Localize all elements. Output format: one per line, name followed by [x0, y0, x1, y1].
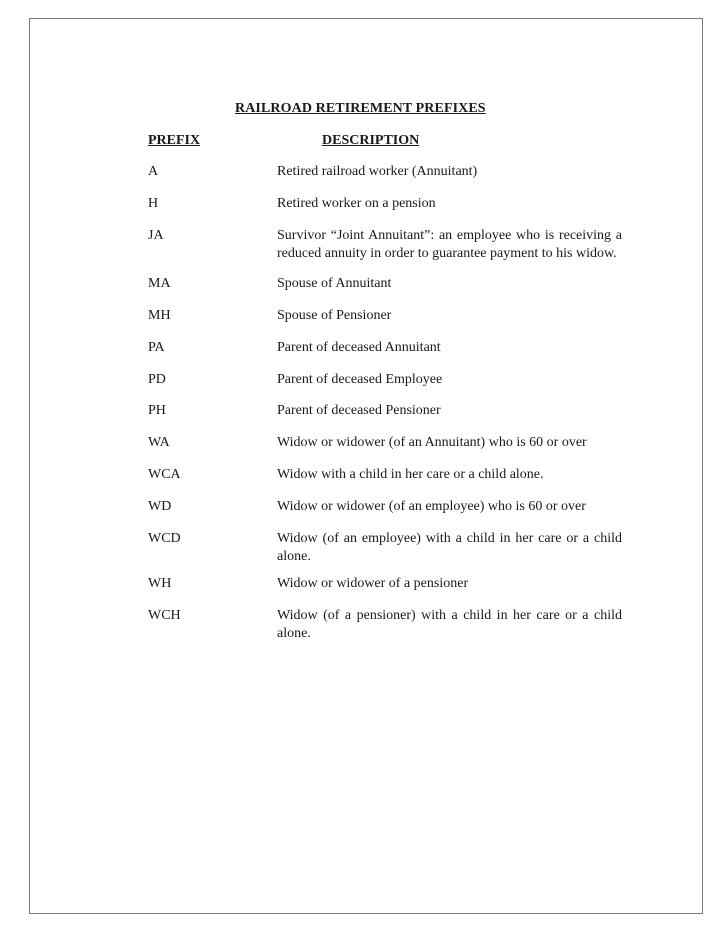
row-description: Survivor “Joint Annuitant”: an employee who is receiving a reduced annuity in order to guarantee payment to his widow.: [277, 228, 622, 261]
row-prefix: JA: [148, 228, 164, 243]
column-header-description: DESCRIPTION: [322, 133, 420, 148]
row-description: Retired worker on a pension: [277, 196, 436, 211]
row-prefix: H: [148, 196, 159, 211]
row-description: Parent of deceased Employee: [277, 372, 443, 387]
row-prefix: PD: [148, 372, 166, 387]
row-prefix: WA: [148, 435, 170, 450]
row-prefix: WD: [148, 499, 172, 514]
row-prefix: A: [148, 164, 159, 179]
row-prefix: MH: [148, 308, 171, 323]
document-title: RAILROAD RETIREMENT PREFIXES: [235, 101, 486, 116]
row-prefix: PH: [148, 403, 166, 418]
row-description: Widow (of a pensioner) with a child in her care or a child alone.: [277, 608, 622, 641]
row-description: Widow with a child in her care or a child alone.: [277, 467, 544, 482]
row-description: Widow or widower of a pensioner: [277, 576, 469, 591]
row-prefix: WCA: [148, 467, 181, 482]
column-header-prefix: PREFIX: [148, 133, 201, 148]
row-description: Widow or widower (of an Annuitant) who is 60 or over: [277, 435, 587, 450]
row-prefix: WH: [148, 576, 172, 591]
row-description: Retired railroad worker (Annuitant): [277, 164, 478, 179]
row-prefix: WCD: [148, 531, 181, 546]
row-description: Spouse of Pensioner: [277, 308, 392, 323]
row-prefix: WCH: [148, 608, 181, 623]
row-description: Spouse of Annuitant: [277, 276, 392, 291]
row-description: Widow (of an employee) with a child in her care or a child alone.: [277, 531, 622, 564]
row-prefix: PA: [148, 340, 165, 355]
row-description: Parent of deceased Pensioner: [277, 403, 441, 418]
row-description: Widow or widower (of an employee) who is 60 or over: [277, 499, 586, 514]
row-prefix: MA: [148, 276, 171, 291]
row-description: Parent of deceased Annuitant: [277, 340, 441, 355]
